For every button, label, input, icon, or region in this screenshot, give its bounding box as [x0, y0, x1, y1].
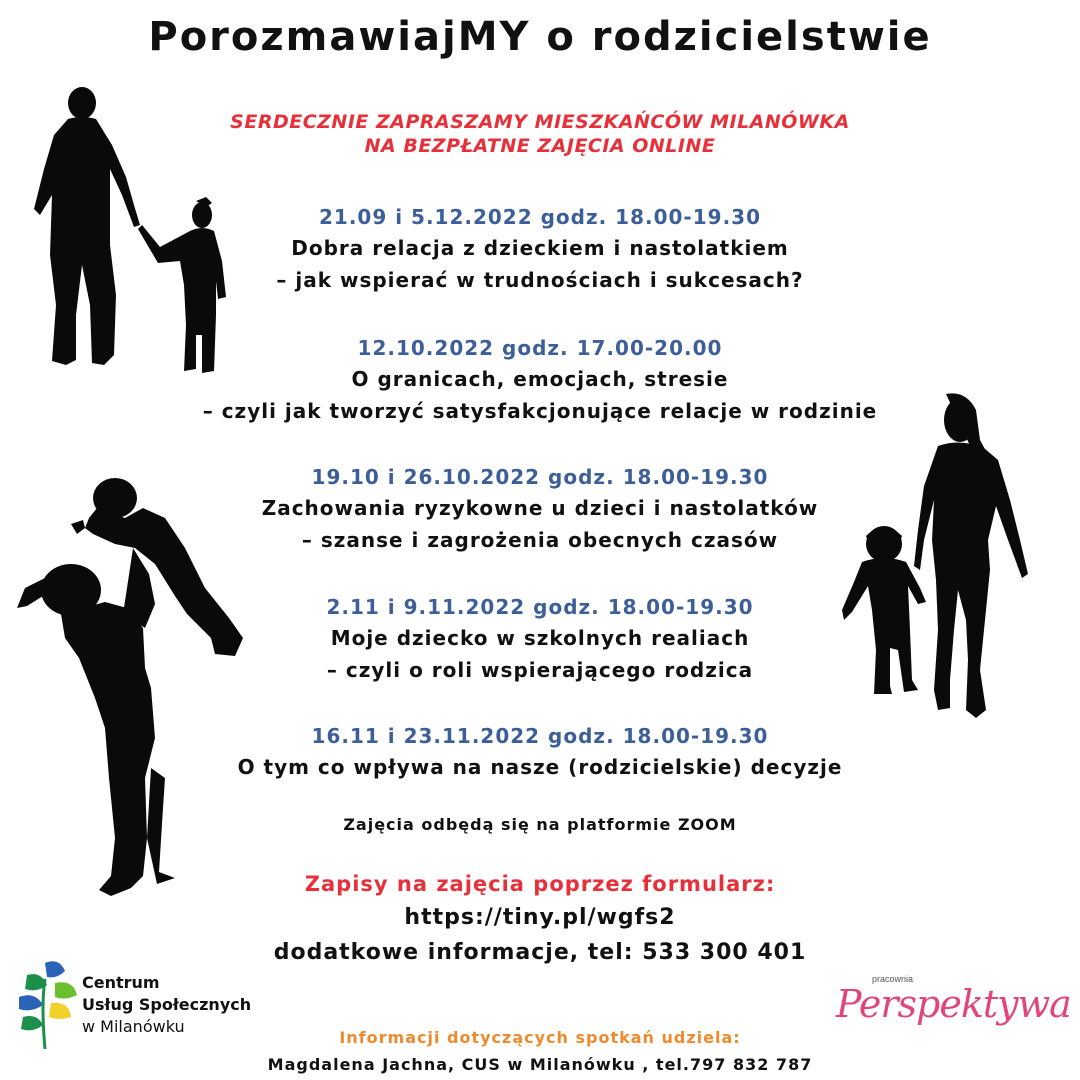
parent-child-walking-silhouette [30, 85, 230, 377]
cus-line-3: w Milanówku [82, 1017, 185, 1036]
event-1 [180, 202, 900, 296]
event-2 [140, 333, 940, 427]
event-date: 16.11 i 23.11.2022 godz. 18.00-19.30 [311, 724, 769, 748]
event-date: 12.10.2022 godz. 17.00-20.00 [357, 336, 723, 360]
event-topic-line-1: Dobra relacja z dzieckiem i nastolatkiem [291, 236, 789, 260]
perspektywa-small-text: pracownia [872, 974, 914, 984]
event-date: 2.11 i 9.11.2022 godz. 18.00-19.30 [326, 595, 754, 619]
event-topic-line-1: Zachowania ryzykowne u dzieci i nastolatków [261, 496, 819, 520]
signup-link[interactable]: https://tiny.pl/wgfs2 [404, 905, 676, 930]
mother-child-walking-silhouette [838, 390, 1033, 723]
event-5 [180, 721, 900, 783]
parent-lifting-child-silhouette [15, 478, 250, 904]
invitation-line-2: NA BEZPŁATNE ZAJĘCIA ONLINE [364, 135, 716, 157]
event-topic-line-2: – czyli jak tworzyć satysfakcjonujące relacje w rodzinie [202, 399, 878, 423]
invitation-line-1: SERDECZNIE ZAPRASZAMY MIESZKAŃCÓW MILANÓWKA [230, 111, 850, 133]
cus-leaf-logo-icon [15, 955, 79, 1051]
event-topic-line-2: – czyli o roli wspierającego rodzica [326, 658, 754, 682]
cus-logo-text [82, 972, 251, 1038]
event-topic-line-2: – jak wspierać w trudnościach i sukcesach? [276, 268, 804, 292]
signup-label: Zapisy na zajęcia poprzez formularz: [304, 872, 776, 896]
platform-note: Zajęcia odbędą się na platformie ZOOM [343, 815, 737, 834]
additional-info: dodatkowe informacje, tel: 533 300 401 [273, 940, 807, 965]
event-4 [180, 592, 900, 686]
event-3 [180, 462, 900, 556]
event-topic-line-2: – szanse i zagrożenia obecnych czasów [301, 528, 779, 552]
contact-details: Magdalena Jachna, CUS w Milanówku , tel.797 832 787 [267, 1055, 813, 1074]
event-date: 21.09 i 5.12.2022 godz. 18.00-19.30 [318, 205, 761, 229]
page-title: PorozmawiajMY o rodzicielstwie [148, 14, 932, 60]
contact-heading: Informacji dotyczących spotkań udziela: [339, 1028, 741, 1047]
cus-line-2: Usług Społecznych [82, 995, 252, 1014]
perspektywa-logo [832, 966, 1071, 1036]
event-date: 19.10 i 26.10.2022 godz. 18.00-19.30 [311, 465, 769, 489]
event-topic-line-1: Moje dziecko w szkolnych realiach [330, 626, 750, 650]
event-topic-line-1: O tym co wpływa na nasze (rodzicielskie) decyzje [237, 755, 843, 779]
perspektywa-script-text: Perspektywa [836, 982, 1071, 1026]
event-topic-line-1: O granicach, emocjach, stresie [351, 367, 729, 391]
cus-line-1: Centrum [82, 973, 160, 992]
